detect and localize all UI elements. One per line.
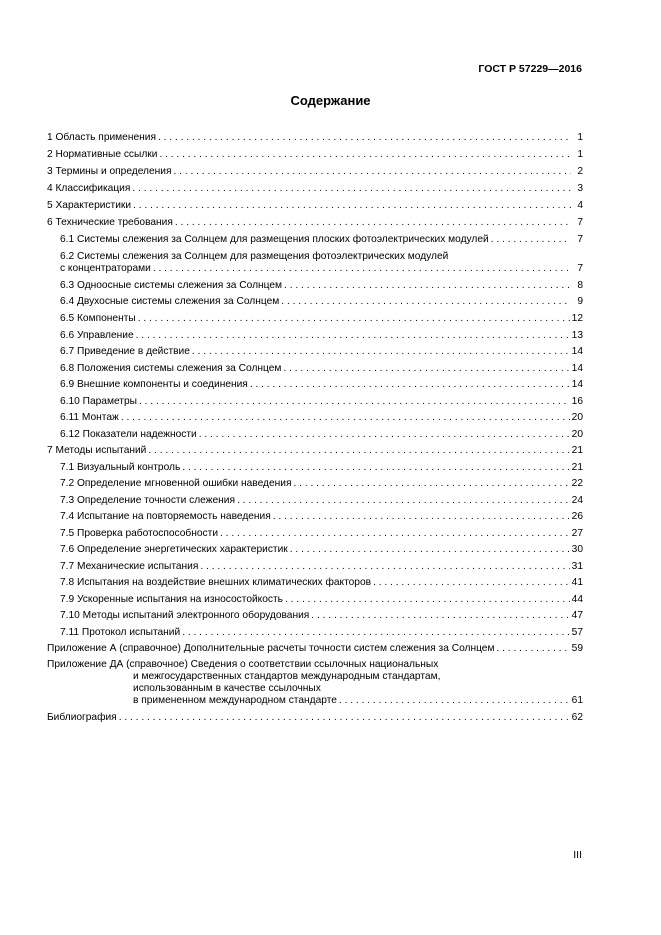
toc-entry-page: 22: [571, 478, 583, 489]
toc-entry-page: 14: [571, 346, 583, 357]
toc-entry[interactable]: [47, 461, 583, 474]
toc-entry[interactable]: [47, 510, 583, 523]
toc-entry-page: 47: [571, 610, 583, 621]
toc-entry[interactable]: [47, 262, 583, 275]
toc-entry[interactable]: [47, 428, 583, 441]
toc-entry-text: 7.11 Протокол испытаний: [60, 627, 181, 638]
toc-entry[interactable]: [47, 362, 583, 375]
leader-dots: [153, 262, 571, 275]
toc-entry-text: 6.6 Управление: [60, 330, 134, 341]
leader-dots: [311, 609, 569, 622]
leader-dots: [121, 411, 570, 424]
leader-dots: [339, 694, 570, 707]
toc-entry-text: 6.11 Монтаж: [60, 412, 119, 423]
toc-entry-text-line: и межгосударственных стандартов международным стандартам,: [133, 671, 441, 682]
toc-entry-text: 6.9 Внешние компоненты и соединения: [60, 379, 248, 390]
toc-entry-text: 6.10 Параметры: [60, 396, 137, 407]
leader-dots: [237, 494, 570, 507]
toc-entry-text: 7.10 Методы испытаний электронного оборудования: [60, 610, 310, 621]
toc-entry-text: 7.5 Проверка работоспособности: [60, 528, 219, 539]
leader-dots: [281, 295, 571, 308]
toc-entry[interactable]: [47, 182, 583, 195]
toc-entry-page: 14: [571, 363, 583, 374]
leader-dots: [173, 165, 571, 178]
toc-entry-page: 41: [571, 577, 583, 588]
toc-entry-page: 20: [571, 429, 583, 440]
toc-entry[interactable]: [47, 609, 583, 622]
leader-dots: [220, 527, 570, 540]
leader-dots: [133, 199, 571, 212]
toc-entry-text: в примененном международном стандарте: [133, 695, 337, 706]
leader-dots: [182, 626, 569, 639]
toc-entry[interactable]: [47, 626, 583, 639]
leader-dots: [250, 378, 570, 391]
toc-entry-text: 6.7 Приведение в действие: [60, 346, 190, 357]
leader-dots: [136, 329, 570, 342]
toc-entry[interactable]: [47, 312, 583, 325]
toc-entry[interactable]: [47, 411, 583, 424]
leader-dots: [192, 345, 570, 358]
toc-entry-page: 12: [571, 313, 583, 324]
toc-entry[interactable]: [47, 711, 583, 724]
toc-entry-page: 13: [571, 330, 583, 341]
toc-entry-page: 59: [571, 643, 583, 654]
toc-entry-text: 6 Технические требования: [47, 217, 173, 228]
toc-entry-text: 6.8 Положения системы слежения за Солнцем: [60, 363, 282, 374]
leader-dots: [199, 428, 570, 441]
toc-entry[interactable]: [47, 395, 583, 408]
toc-entry-page: 7: [577, 217, 583, 228]
toc-entry-page: 9: [577, 296, 583, 307]
toc-entry-page: 3: [577, 183, 583, 194]
toc-entry-text: 7.6 Определение энергетических характеристик: [60, 544, 288, 555]
leader-dots: [119, 711, 570, 724]
toc-entry-text: 7.3 Определение точности слежения: [60, 495, 236, 506]
toc-entry-page: 1: [577, 132, 583, 143]
leader-dots: [182, 461, 569, 474]
toc-entry[interactable]: [47, 593, 583, 606]
toc-entry-text: 2 Нормативные ссылки: [47, 149, 158, 160]
leader-dots: [159, 148, 571, 161]
toc-entry-text: 7 Методы испытаний: [47, 445, 147, 456]
page-title: Содержание: [290, 93, 371, 108]
leader-dots: [283, 362, 569, 375]
leader-dots: [200, 560, 569, 573]
leader-dots: [293, 477, 569, 490]
toc-entry-text: Библиография: [47, 712, 117, 723]
toc-entry[interactable]: [47, 477, 583, 490]
leader-dots: [148, 444, 569, 457]
toc-entry-page: 7: [577, 263, 583, 274]
toc-entry-page: 61: [571, 695, 583, 706]
toc-entry-text: 6.1 Системы слежения за Солнцем для размещения плоских фотоэлектрических модулей: [60, 234, 489, 245]
toc-entry[interactable]: [133, 694, 583, 707]
toc-entry-text: 3 Термины и определения: [47, 166, 172, 177]
leader-dots: [132, 182, 571, 195]
toc-entry-page: 8: [577, 280, 583, 291]
toc-entry-page: 16: [571, 396, 583, 407]
toc-entry[interactable]: [47, 444, 583, 457]
toc-entry-page: 30: [571, 544, 583, 555]
toc-entry-page: 26: [571, 511, 583, 522]
toc-entry-text: 1 Область применения: [47, 132, 156, 143]
toc-entry-text: 7.4 Испытание на повторяемость наведения: [60, 511, 271, 522]
toc-entry-text: 6.3 Одноосные системы слежения за Солнцем: [60, 280, 283, 291]
toc-entry-page: 57: [571, 627, 583, 638]
leader-dots: [273, 510, 570, 523]
toc-entry[interactable]: [47, 560, 583, 573]
toc-entry[interactable]: [47, 527, 583, 540]
toc-entry-text: 7.1 Визуальный контроль: [60, 462, 181, 473]
toc-entry-page: 14: [571, 379, 583, 390]
toc-entry[interactable]: [47, 329, 583, 342]
leader-dots: [496, 642, 569, 655]
toc-entry-page: 1: [577, 149, 583, 160]
toc-entry[interactable]: [47, 576, 583, 589]
toc-entry-page: 24: [571, 495, 583, 506]
toc-entry-text: 6.4 Двухосные системы слежения за Солнцем: [60, 296, 280, 307]
toc-entry-page: 31: [571, 561, 583, 572]
toc-entry-text-line: Приложение ДА (справочное) Сведения о соответствии ссылочных национальных: [47, 659, 439, 670]
toc-entry[interactable]: [47, 233, 583, 246]
toc-entry-text: 7.2 Определение мгновенной ошибки наведения: [60, 478, 292, 489]
toc-entry-text: с концентраторами: [60, 263, 151, 274]
toc-entry-page: 4: [577, 200, 583, 211]
toc-entry[interactable]: [47, 131, 583, 144]
page-folio: III: [573, 849, 582, 861]
toc-entry[interactable]: [47, 199, 583, 212]
toc-entry-page: 2: [577, 166, 583, 177]
leader-dots: [138, 312, 570, 325]
toc-entry-text: 6.12 Показатели надежности: [60, 429, 197, 440]
toc-entry-text: Приложение А (справочное) Дополнительные расчеты точности систем слежения за Солнцем: [47, 643, 495, 654]
toc-entry-page: 21: [571, 462, 583, 473]
toc-entry-text: 7.8 Испытания на воздействие внешних климатических факторов: [60, 577, 372, 588]
toc-entry-page: 20: [571, 412, 583, 423]
toc-entry[interactable]: [47, 642, 583, 655]
toc-entry[interactable]: [47, 494, 583, 507]
leader-dots: [284, 279, 571, 292]
standard-number: ГОСТ Р 57229—2016: [478, 63, 582, 75]
toc-entry-text: 7.7 Механические испытания: [60, 561, 199, 572]
toc-entry[interactable]: [47, 378, 583, 391]
leader-dots: [491, 233, 571, 246]
toc-entry[interactable]: [47, 165, 583, 178]
toc-entry-page: 62: [571, 712, 583, 723]
toc-entry[interactable]: [47, 295, 583, 308]
leader-dots: [373, 576, 570, 589]
toc-entry-page: 21: [571, 445, 583, 456]
toc-entry-page: 7: [577, 234, 583, 245]
toc-entry-text: 5 Характеристики: [47, 200, 132, 211]
toc-entry-page: 44: [571, 594, 583, 605]
leader-dots: [158, 131, 571, 144]
toc-entry-page: 27: [571, 528, 583, 539]
toc-entry[interactable]: [47, 345, 583, 358]
toc-entry[interactable]: [47, 216, 583, 229]
toc-entry-text: 6.5 Компоненты: [60, 313, 136, 324]
toc-entry-text: 4 Классификация: [47, 183, 131, 194]
leader-dots: [175, 216, 571, 229]
toc-entry-text: 7.9 Ускоренные испытания на износостойкость: [60, 594, 283, 605]
toc-entry[interactable]: [47, 279, 583, 292]
toc-entry-text-line: 6.2 Системы слежения за Солнцем для размещения фотоэлектрических модулей: [60, 251, 449, 262]
leader-dots: [285, 593, 570, 606]
toc-entry[interactable]: [47, 148, 583, 161]
leader-dots: [290, 543, 570, 556]
toc-entry-text-line: использованным в качестве ссылочных: [133, 683, 321, 694]
leader-dots: [139, 395, 570, 408]
toc-entry[interactable]: [47, 543, 583, 556]
